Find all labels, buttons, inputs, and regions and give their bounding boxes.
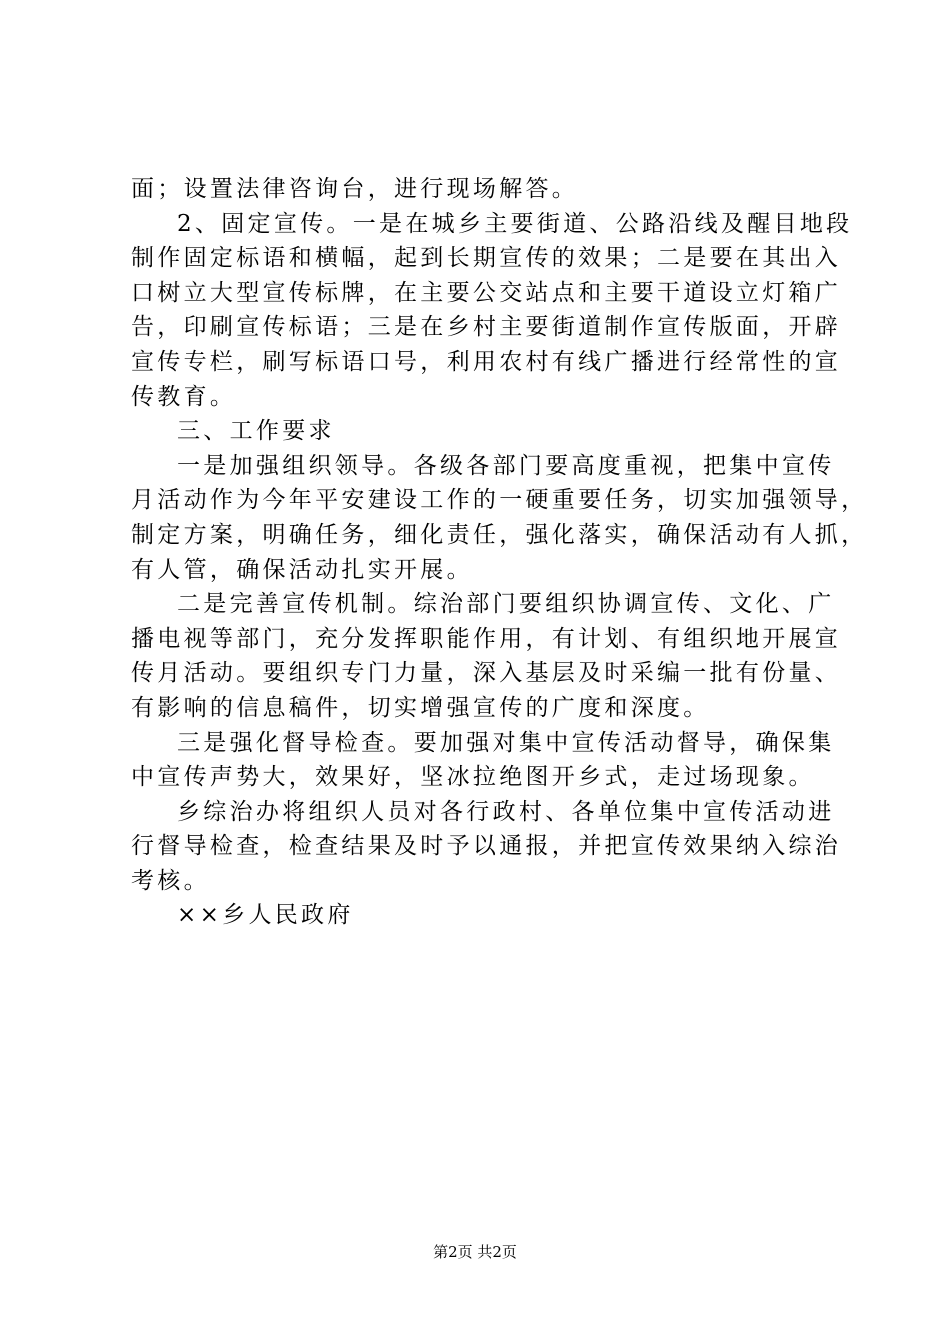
section-heading: 三、工作要求 bbox=[177, 418, 335, 445]
text-line: 制作固定标语和横幅，起到长期宣传的效果；二是要在其出入 bbox=[131, 245, 842, 272]
page-number-footer: 第2页 共2页 bbox=[433, 1243, 517, 1261]
text-line: 告，印刷宣传标语；三是在乡村主要街道制作宣传版面，开辟 bbox=[131, 314, 842, 341]
document-body bbox=[131, 172, 868, 933]
text-line: 一是加强组织领导。各级各部门要高度重视，把集中宣传 bbox=[177, 452, 835, 479]
text-line: 二是完善宣传机制。综治部门要组织协调宣传、文化、广 bbox=[177, 591, 835, 618]
text-line: 2、固定宣传。一是在城乡主要街道、公路沿线及醒目地段 bbox=[177, 210, 853, 237]
text-line: 考核。 bbox=[131, 867, 210, 894]
text-line: 口树立大型宣传标牌，在主要公交站点和主要干道设立灯箱广 bbox=[131, 279, 842, 306]
text-line: 行督导检查，检查结果及时予以通报，并把宣传效果纳入综治 bbox=[131, 833, 842, 860]
text-line: 三是强化督导检查。要加强对集中宣传活动督导，确保集 bbox=[177, 729, 835, 756]
text-line: 月活动作为今年平安建设工作的一硬重要任务，切实加强领导， bbox=[131, 487, 868, 514]
text-line: 有人管，确保活动扎实开展。 bbox=[131, 556, 473, 583]
text-line: 传月活动。要组织专门力量，深入基层及时采编一批有份量、 bbox=[131, 660, 842, 687]
text-line: 面；设置法律咨询台，进行现场解答。 bbox=[131, 176, 579, 202]
text-line: 乡综治办将组织人员对各行政村、各单位集中宣传活动进 bbox=[177, 798, 835, 825]
text-line: 制定方案，明确任务，细化责任，强化落实，确保活动有人抓， bbox=[131, 521, 868, 548]
text-line: 传教育。 bbox=[131, 383, 237, 410]
signature-line: ××乡人民政府 bbox=[177, 902, 354, 929]
text-line: 播电视等部门，充分发挥职能作用，有计划、有组织地开展宣 bbox=[131, 625, 842, 652]
text-line: 宣传专栏，刷写标语口号，利用农村有线广播进行经常性的宣 bbox=[131, 348, 842, 375]
text-line: 中宣传声势大，效果好，坚冰拉绝图开乡式，走过场现象。 bbox=[131, 764, 815, 791]
text-line: 有影响的信息稿件，切实增强宣传的广度和深度。 bbox=[131, 694, 710, 721]
